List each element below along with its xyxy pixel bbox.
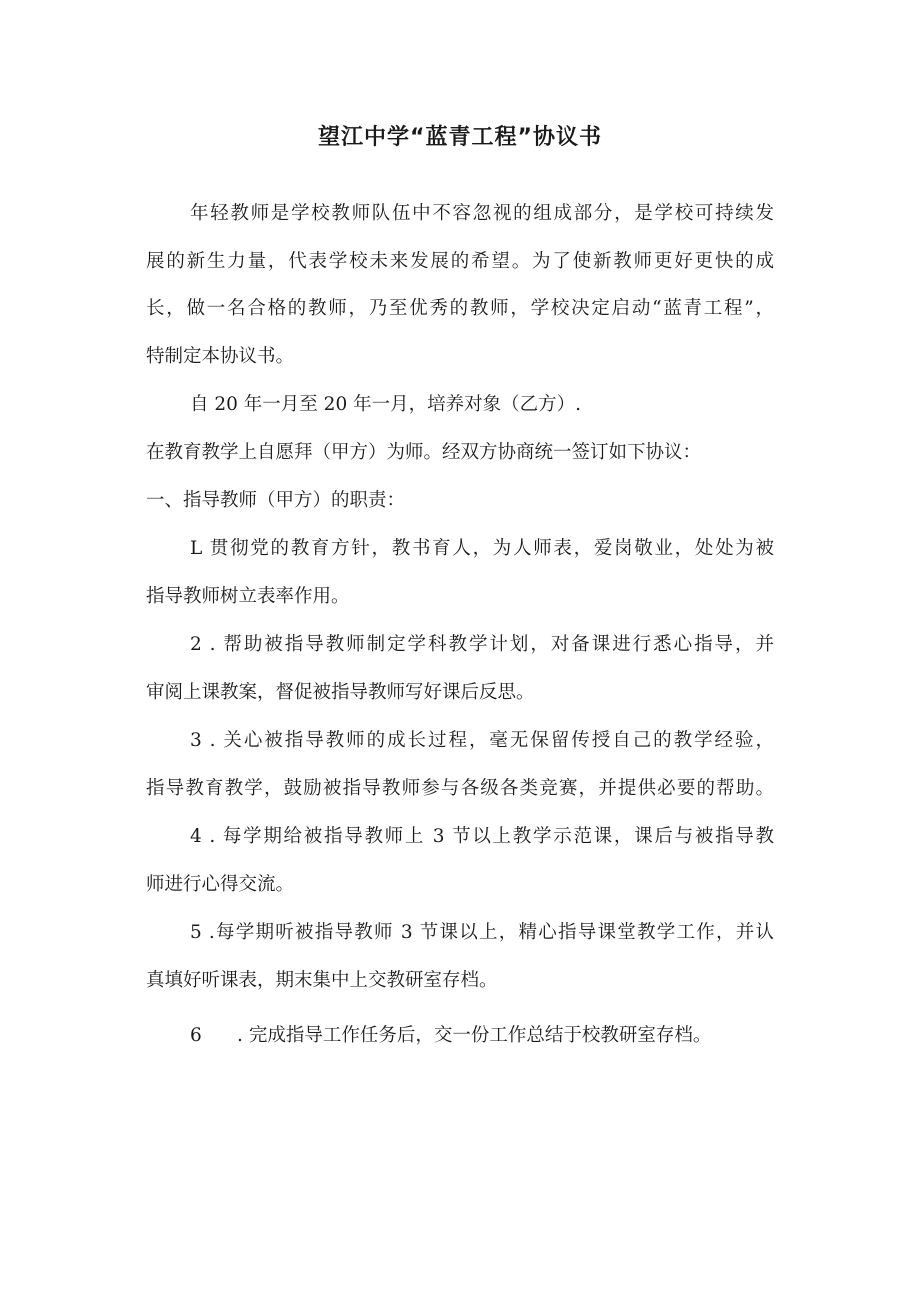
duty-item-4-line-2: 师进行心得交流。 [146,874,295,895]
section-heading: 一、指导教师（甲方）的职责： [146,490,406,511]
duty-item-1-line-2: 指导教师树立表率作用。 [146,586,350,607]
intro-line-2: 展的新生力量，代表学校未来发展的希望。为了使新教师更好更快的成 [146,251,774,272]
duty-item-5-line-1: 5 .每学期听被指导教师 3 节课以上，精心指导课堂教学工作，并认 [190,922,774,943]
page-title: 望江中学“蓝青工程”协议书 [318,125,602,150]
agreement-line: 在教育教学上自愿拜（甲方）为师。经双方协商统一签订如下协议： [146,442,702,463]
period-line: 自 20 年一月至 20 年一月，培养对象（乙方）. [190,394,581,415]
duty-item-2-line-1: 2 . 帮助被指导教师制定学科教学计划，对备课进行悉心指导，并 [190,634,774,655]
duty-item-6-line-1: 6 . 完成指导工作任务后，交一份工作总结于校教研室存档。 [190,1025,712,1046]
duty-item-1-line-1: L 贯彻党的教育方针，教书育人，为人师表，爱岗敬业，处处为被 [190,538,774,559]
duty-item-5-line-2: 真填好听课表，期末集中上交教研室存档。 [146,970,498,991]
duty-item-2-line-2: 审阅上课教案，督促被指导教师写好课后反思。 [146,682,535,703]
duty-item-4-line-1: 4 . 每学期给被指导教师上 3 节以上教学示范课，课后与被指导教 [190,826,774,847]
intro-line-3: 长，做一名合格的教师，乃至优秀的教师，学校决定启动“蓝青工程”， [146,298,774,319]
duty-item-3-line-1: 3 . 关心被指导教师的成长过程，毫无保留传授自己的教学经验， [190,730,774,751]
duty-item-3-line-2: 指导教育教学，鼓励被指导教师参与各级各类竞赛，并提供必要的帮助。 [146,778,774,799]
intro-line-1: 年轻教师是学校教师队伍中不容忽视的组成部分，是学校可持续发 [190,203,774,224]
intro-line-4: 特制定本协议书。 [146,346,295,367]
